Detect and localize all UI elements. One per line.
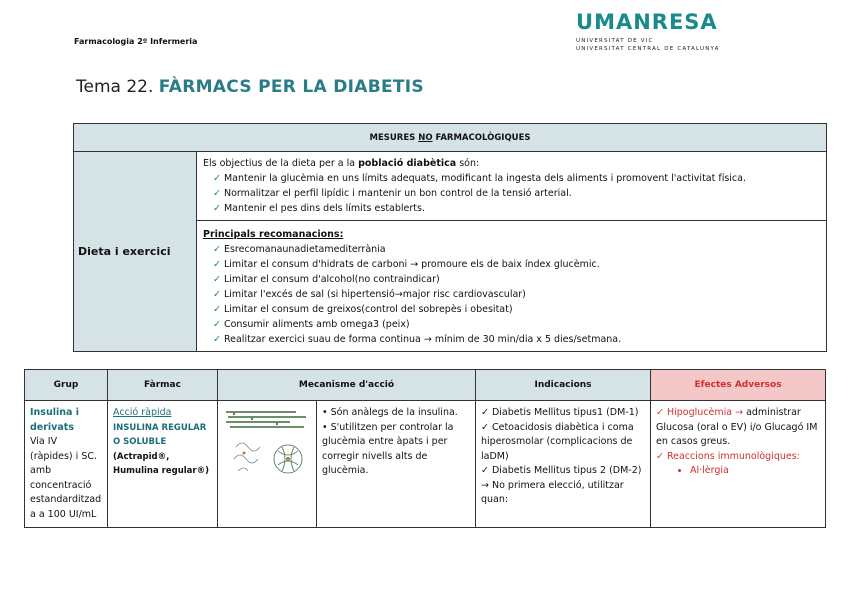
table-row	[25, 401, 826, 528]
recomanacions-title: Principals recomanacions:	[203, 229, 344, 240]
check-icon: ✓	[213, 203, 221, 214]
objectiu-item: ✓ Mantenir el pes dins dels límits establerts.	[213, 203, 425, 214]
logo-line-2: UNIVERSITAT CENTRAL DE CATALUNYA	[576, 46, 720, 52]
mecanisme-cell	[317, 401, 476, 528]
objectius-cell	[197, 152, 827, 221]
efectes-cell	[651, 401, 826, 528]
col-indicacions: Indicacions	[476, 370, 651, 401]
check-icon: ✓	[213, 188, 221, 199]
col-efectes: Efectes Adversos	[651, 370, 826, 401]
mecanisme-item: • S'utilitzen per controlar la glucèmia entre àpats i per corregir nivells alts de glucèmia.	[322, 421, 454, 476]
farmacs-table	[24, 369, 826, 528]
objectiu-item: ✓ Mantenir la glucèmia en uns límits adequats, modificant la ingesta dels aliments i promovent l'activitat física.	[213, 173, 746, 184]
accio-rapida-link[interactable]: Acció ràpida	[113, 407, 172, 418]
check-icon: ✓	[213, 244, 221, 255]
check-icon: ✓	[213, 334, 221, 345]
objectius-intro: Els objectius de la dieta per a la població diabètica són:	[203, 158, 480, 169]
recomanacio-item: ✓ Limitar el consum d'hidrats de carboni → promoure els de baix índex glucèmic.	[213, 259, 600, 270]
indicacions-cell	[476, 401, 651, 528]
col-mecanisme: Mecanisme d'acció	[218, 370, 476, 401]
dieta-label: Dieta i exercici	[74, 152, 197, 352]
check-icon: ✓	[213, 173, 221, 184]
university-logo	[576, 10, 726, 53]
indicacio-item: ✓ Cetoacidosis diabètica i coma hiperosmolar (complicacions de laDM)	[481, 421, 634, 462]
insulin-structure-image	[222, 407, 312, 487]
recomanacio-item: ✓ Esrecomanaunadietamediterrània	[213, 244, 386, 255]
indicacio-item: ✓ Diabetis Mellitus tipus 2 (DM-2) → No primera elecció, utilitzar quan:	[481, 465, 642, 505]
mesures-table	[73, 123, 827, 352]
course-label: Farmacologia 2º Infermeria	[74, 37, 198, 46]
farmac-brands: (Actrapid®, Humulina regular®)	[113, 451, 209, 476]
efecte-item: ✓ Hipoglucèmia → administrar Glucosa (oral o EV) i/o Glucagó IM en casos greus.	[656, 407, 818, 447]
recomanacions-cell	[197, 221, 827, 352]
check-icon: ✓	[213, 289, 221, 300]
efecte-item: ✓ Reaccions immunològiques:	[656, 450, 800, 462]
check-icon: ✓	[213, 319, 221, 330]
logo-line-1: UNIVERSITAT DE VIC	[576, 38, 654, 44]
logo-wordmark: UMANRESA	[576, 10, 718, 34]
recomanacio-item: ✓ Limitar el consum de greixos(control del sobrepès i obesitat)	[213, 304, 513, 315]
farmac-name: INSULINA REGULAR O SOLUBLE	[113, 422, 207, 447]
indicacio-item: ✓ Diabetis Mellitus tipus1 (DM-1)	[481, 407, 639, 418]
recomanacio-item: ✓ Consumir aliments amb omega3 (peix)	[213, 319, 410, 330]
page-title: Tema 22. FÀRMACS PER LA DIABETIS	[76, 77, 424, 97]
check-icon: ✓	[213, 274, 221, 285]
grup-cell	[25, 401, 108, 528]
recomanacio-item: ✓ Limitar el consum d'alcohol(no contraindicar)	[213, 274, 440, 285]
recomanacio-item: ✓ Realitzar exercici suau de forma continua → mínim de 30 min/dia x 5 dies/setmana.	[213, 334, 622, 345]
efecte-bullet: • Al·lèrgia	[690, 464, 820, 479]
check-icon: ✓	[213, 304, 221, 315]
grup-text: Via IV (ràpides) i SC. amb concentració estandarditzad a a 100 UI/mL	[30, 436, 102, 520]
grup-title: Insulina i derivats	[30, 407, 79, 433]
recomanacio-item: ✓ Limitar l'excés de sal (si hipertensió→major risc cardiovascular)	[213, 289, 526, 300]
mecanisme-item: • Són anàlegs de la insulina.	[322, 407, 458, 418]
objectiu-item: ✓ Normalitzar el perfil lipídic i mantenir un bon control de la tensió arterial.	[213, 188, 572, 199]
farmac-cell	[108, 401, 218, 528]
col-grup: Grup	[25, 370, 108, 401]
mesures-header: MESURES NO FARMACOLÒGIQUES	[74, 124, 827, 152]
check-icon: ✓	[213, 259, 221, 270]
insulin-image-cell	[218, 401, 317, 528]
col-farmac: Fàrmac	[108, 370, 218, 401]
